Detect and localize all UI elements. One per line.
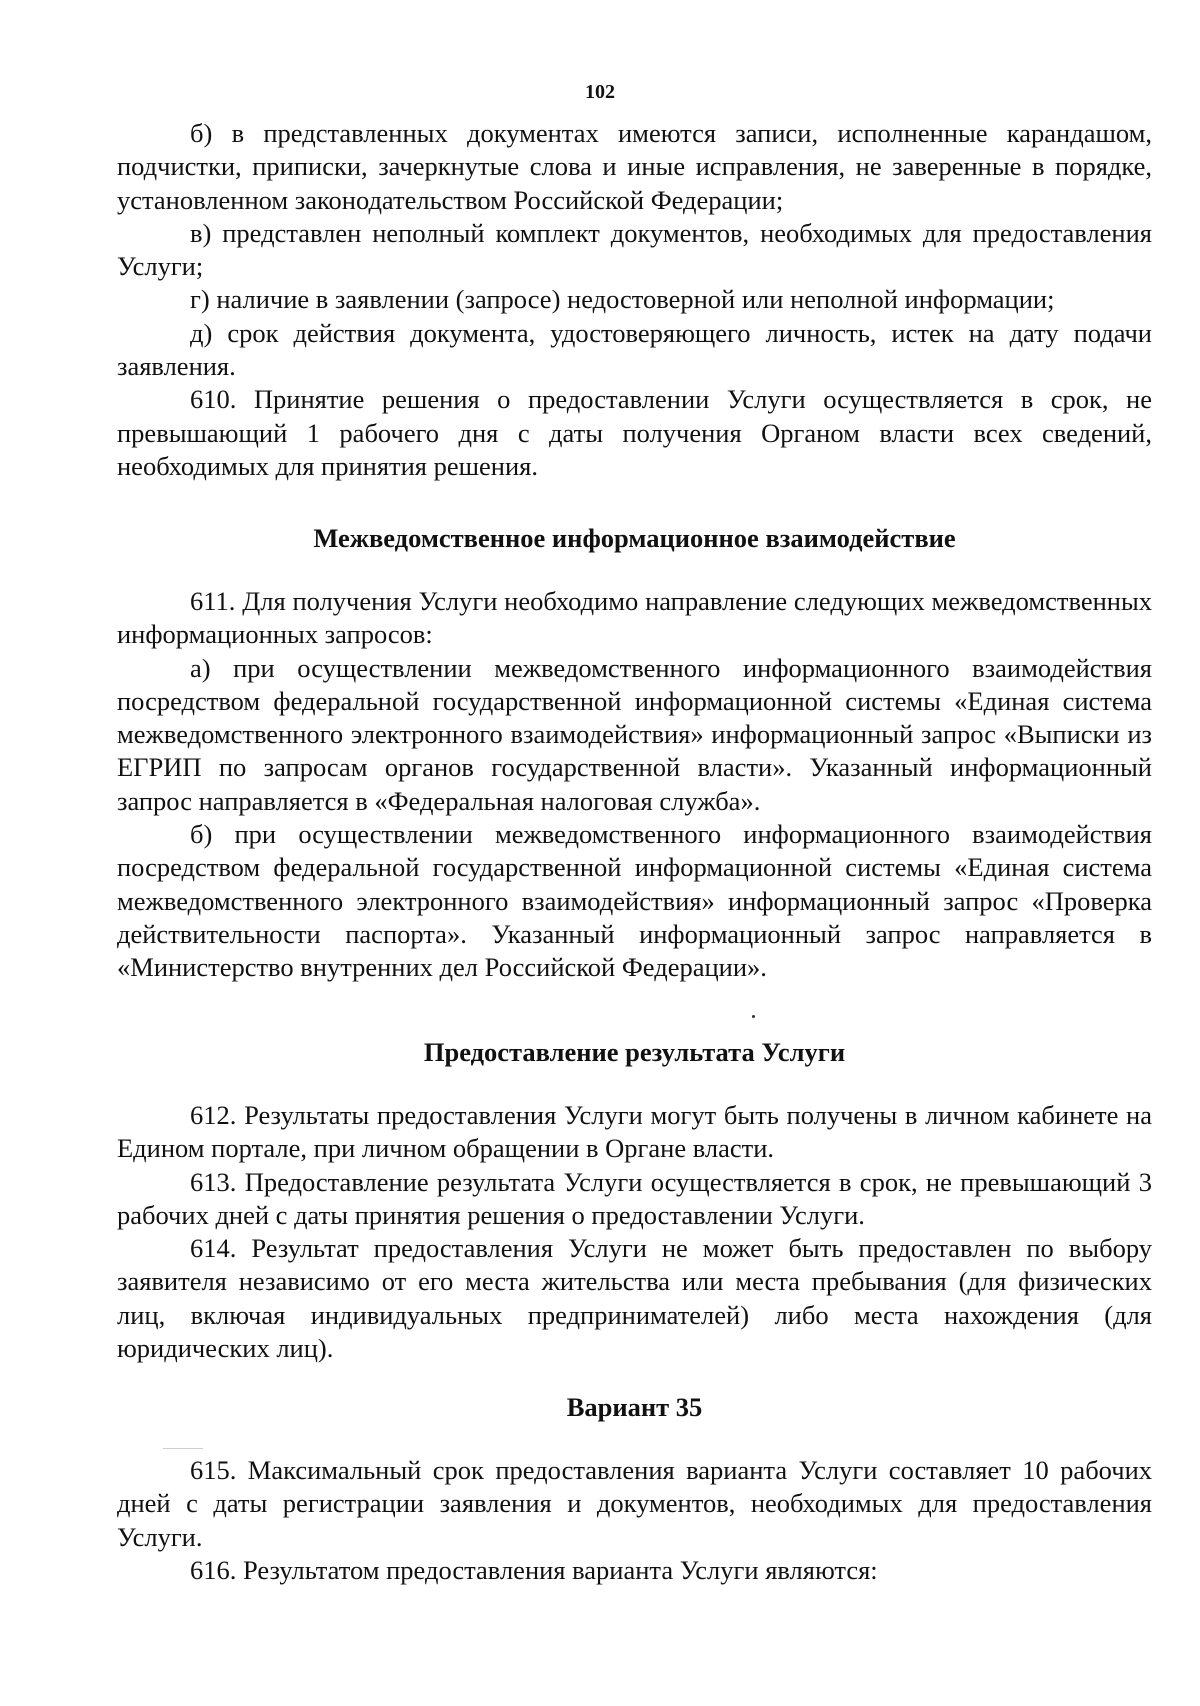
section-rejection-grounds — [117, 117, 1152, 483]
section-variant-35 — [117, 1454, 1152, 1587]
paragraph-612: 612. Результаты предоставления Услуги могут быть получены в личном кабинете на Едином портале, при личном обращении в Органе власти. — [117, 1100, 1152, 1164]
paragraph-615: 615. Максимальный срок предоставления варианта Услуги составляет 10 рабочих дней с даты регистрации заявления и документов, необходимых для предоставления Услуги. — [117, 1455, 1152, 1552]
scan-dot — [752, 1015, 755, 1018]
heading-variant-35: Вариант 35 — [566, 1392, 703, 1422]
paragraph-613: 613. Предоставление результата Услуги осуществляется в срок, не превышающий 3 рабочих дней с даты принятия решения о предоставлении Услуги. — [117, 1166, 1152, 1230]
section-heading-wrapper — [117, 1391, 1152, 1424]
paragraph-614: 614. Результат предоставления Услуги не может быть предоставлен по выбору заявителя независимо от его места жительства или места пребывания (для физических лиц, включая индивидуальных предпринимателей) либо места нахождения (для юридических лиц). — [117, 1233, 1152, 1364]
paragraph-610: 610. Принятие решения о предоставлении Услуги осуществляется в срок, не превышающий 1 рабочего дня с даты получения Органом власти всех сведений, необходимых для принятия решения. — [117, 384, 1152, 481]
paragraph-g-unreliable-info: г) наличие в заявлении (запросе) недостоверной или неполной информации; — [190, 284, 1055, 315]
paragraph-611: 611. Для получения Услуги необходимо направление следующих межведомственных информационных запросов: — [117, 586, 1152, 650]
heading-result-provision: Предоставление результата Услуги — [423, 1037, 846, 1067]
paragraph-b-corrections: б) в представленных документах имеются записи, исполненные карандашом, подчистки, приписки, зачеркнутые слова и иные исправления, не заверенные в порядке, установленном законодательством Российской Федерации; — [117, 118, 1152, 215]
section-interagency-requests — [117, 585, 1152, 985]
paragraph-611-b: б) при осуществлении межведомственного информационного взаимодействия посредством федеральной государственной информационной системы «Единая система межведомственного электронного взаимодействия» информационный запрос «Проверка действительности паспорта». Указанный информационный запрос направляется в «Министерство внутренних дел Российской Федерации». — [117, 819, 1152, 983]
paragraph-611-a: а) при осуществлении межведомственного информационного взаимодействия посредством федеральной государственной информационной системы «Единая система межведомственного электронного взаимодействия» информационный запрос «Выписки из ЕГРИП по запросам органов государственной власти». Указанный информационный запрос направляется в «Федеральная налоговая служба». — [117, 652, 1152, 816]
paragraph-v-incomplete-set: в) представлен неполный комплект документов, необходимых для предоставления Услуги; — [117, 217, 1152, 282]
scan-line — [163, 1448, 203, 1449]
paragraph-d-expired-document: д) срок действия документа, удостоверяющего личность, истек на дату подачи заявления. — [117, 317, 1152, 382]
section-heading-wrapper — [117, 1036, 1152, 1069]
page-number: 102 — [585, 81, 615, 103]
section-heading-wrapper — [117, 522, 1152, 555]
paragraph-616: 616. Результатом предоставления варианта Услуги являются: — [190, 1554, 878, 1585]
section-result-provision — [117, 1099, 1152, 1365]
heading-interagency-interaction: Межведомственное информационное взаимодействие — [313, 523, 956, 553]
